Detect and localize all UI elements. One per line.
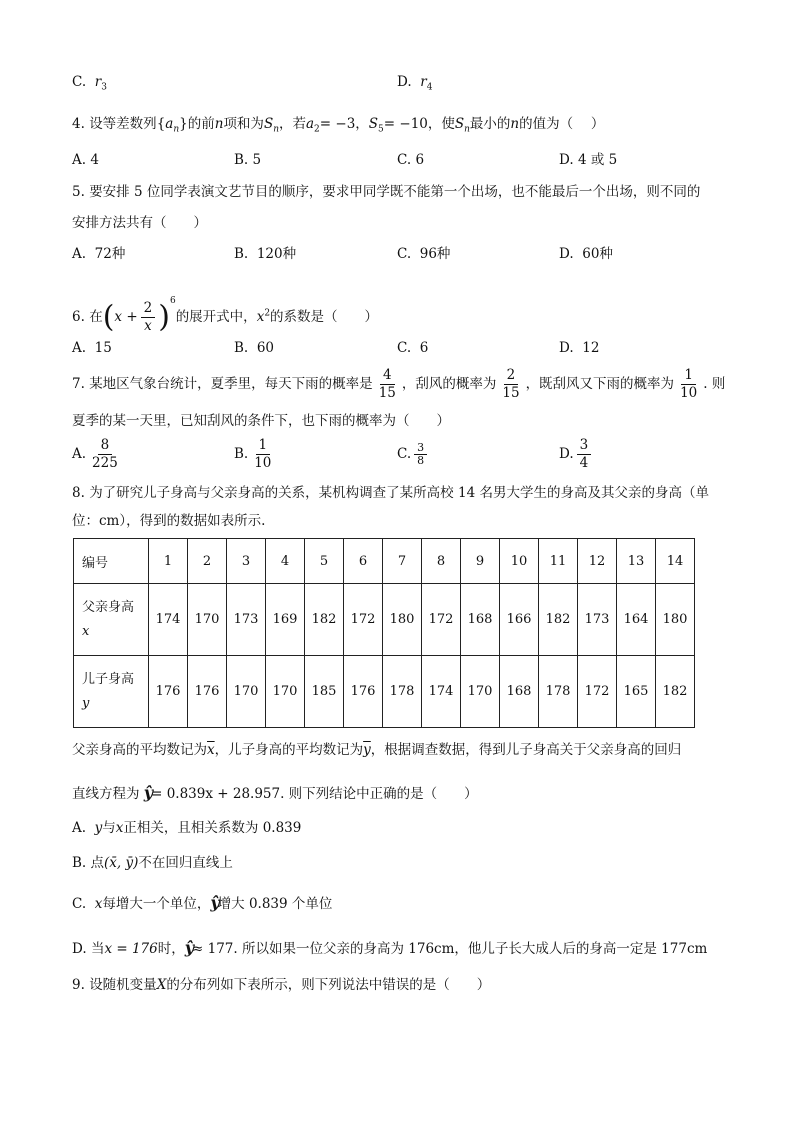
q5-option-d: D. 60种 (559, 246, 613, 262)
table-row-ids (74, 539, 695, 584)
table-cell: 173 (578, 584, 617, 656)
table-cell: 182 (305, 584, 344, 656)
q5-option-a: A. 72种 (72, 246, 126, 262)
q8-stem-line2: 位：cm），得到的数据如表所示. (72, 513, 266, 529)
q8-option-b: B. 点(x̄, ȳ)不在回归直线上 (72, 855, 233, 871)
table-cell: 178 (383, 656, 422, 728)
table-cell: 13 (617, 539, 656, 584)
q4-option-d: D. 4 或 5 (559, 152, 618, 168)
table-cell: 166 (500, 584, 539, 656)
table-cell: 170 (461, 656, 500, 728)
table-row-son (74, 656, 695, 728)
q8-after-line2: 直线方程为 ŷ= 0.839x + 28.957. 则下列结论中正确的是（ ） (72, 783, 478, 802)
table-cell: 12 (578, 539, 617, 584)
q6-option-b: B. 60 (234, 340, 274, 356)
q8-option-a: A. y与x正相关，且相关系数为 0.839 (72, 820, 302, 836)
table-cell: 10 (500, 539, 539, 584)
table-cell: 176 (188, 656, 227, 728)
table-cell: 165 (617, 656, 656, 728)
q6-stem: 6. 在(x + $\frac{2}{x}$ )$^6$的展开式中，$x^2$的系数是（ ） (72, 296, 379, 335)
table-cell: 176 (344, 656, 383, 728)
q5-stem-line1: 5. 要安排 5 位同学表演文艺节目的顺序，要求甲同学既不能第一个出场，也不能最后一个出场，则不同的 (72, 184, 701, 200)
table-cell: 4 (266, 539, 305, 584)
table-cell: 172 (344, 584, 383, 656)
table-cell: 170 (266, 656, 305, 728)
table-cell: 9 (461, 539, 500, 584)
table-cell: 8 (422, 539, 461, 584)
table-cell: 173 (227, 584, 266, 656)
q8-stem-line1: 8. 为了研究儿子身高与父亲身高的关系，某机构调查了某所高校 14 名男大学生的身高及其父亲的身高（单 (72, 485, 709, 501)
table-cell: 7 (383, 539, 422, 584)
q4-stem: 4. 设等差数列$\{a_n\}$的前n项和为$S_n$，若$a_2= -3$，$S_5= -10$，使$S_n$最小的n的值为（ ） (72, 116, 605, 135)
height-data-table (73, 538, 695, 728)
table-cell: 168 (461, 584, 500, 656)
table-cell: 11 (539, 539, 578, 584)
table-header-father: 父亲身高 x (74, 584, 149, 656)
q8-option-c: C. x每增大一个单位，ŷ增大 0.839 个单位 (72, 893, 333, 912)
table-cell: 1 (149, 539, 188, 584)
table-header-id: 编号 (74, 539, 149, 584)
table-cell: 172 (578, 656, 617, 728)
q5-stem-line2: 安排方法共有（ ） (72, 215, 207, 231)
q7-option-d: D. $\frac{3}{4}$ (559, 436, 594, 472)
q6-option-c: C. 6 (397, 340, 429, 356)
q5-option-c: C. 96种 (397, 246, 451, 262)
q7-option-c: C. $\frac{3}{8}$ (397, 436, 430, 472)
q7-stem-line2: 夏季的某一天里，已知刮风的条件下，也下雨的概率为（ ） (72, 413, 450, 429)
q6-option-a: A. 15 (72, 340, 112, 356)
q7-option-a: A. $\frac{8}{225}$ (72, 437, 118, 471)
table-cell: 5 (305, 539, 344, 584)
q7-stem-line1: 7. 某地区气象台统计，夏季里，每天下雨的概率是 $\frac{4}{15}$ ，刮风的概率为 $\frac{2}{15}$ ，既刮风又下雨的概率为 $\frac{1}{10}$ . 则 (72, 367, 726, 401)
table-cell: 3 (227, 539, 266, 584)
q5-option-b: B. 120种 (234, 246, 297, 262)
table-cell: 182 (656, 656, 695, 728)
table-cell: 178 (539, 656, 578, 728)
table-cell: 170 (188, 584, 227, 656)
q4-option-b: B. 5 (234, 152, 262, 168)
table-cell: 174 (422, 656, 461, 728)
q8-after-line1: 父亲身高的平均数记为$\overline{x}$，儿子身高的平均数记为$\overline{y}$，根据调查数据，得到儿子身高关于父亲身高的回归 (72, 742, 682, 758)
q7-option-b: B. $\frac{1}{10}$ (234, 437, 272, 471)
q8-option-d: D. 当x = 176时，ŷ≈ 177. 所以如果一位父亲的身高为 176cm，他儿子长大成人后的身高一定是 177cm (72, 938, 708, 957)
q4-option-a: A. 4 (72, 152, 99, 168)
table-cell: 164 (617, 584, 656, 656)
q3-option-c: C. $r_3$ (72, 74, 107, 93)
table-cell: 169 (266, 584, 305, 656)
table-cell: 170 (227, 656, 266, 728)
table-cell: 182 (539, 584, 578, 656)
q6-option-d: D. 12 (559, 340, 600, 356)
table-header-son: 儿子身高 y (74, 656, 149, 728)
table-cell: 180 (383, 584, 422, 656)
q9-stem: 9. 设随机变量X的分布列如下表所示，则下列说法中错误的是（ ） (72, 977, 491, 993)
table-cell: 185 (305, 656, 344, 728)
q3-option-d: D. $r_4$ (397, 74, 433, 93)
table-cell: 172 (422, 584, 461, 656)
q4-option-c: C. 6 (397, 152, 425, 168)
table-cell: 174 (149, 584, 188, 656)
table-cell: 2 (188, 539, 227, 584)
table-cell: 14 (656, 539, 695, 584)
table-cell: 176 (149, 656, 188, 728)
table-cell: 180 (656, 584, 695, 656)
table-row-father (74, 584, 695, 656)
table-cell: 168 (500, 656, 539, 728)
table-cell: 6 (344, 539, 383, 584)
